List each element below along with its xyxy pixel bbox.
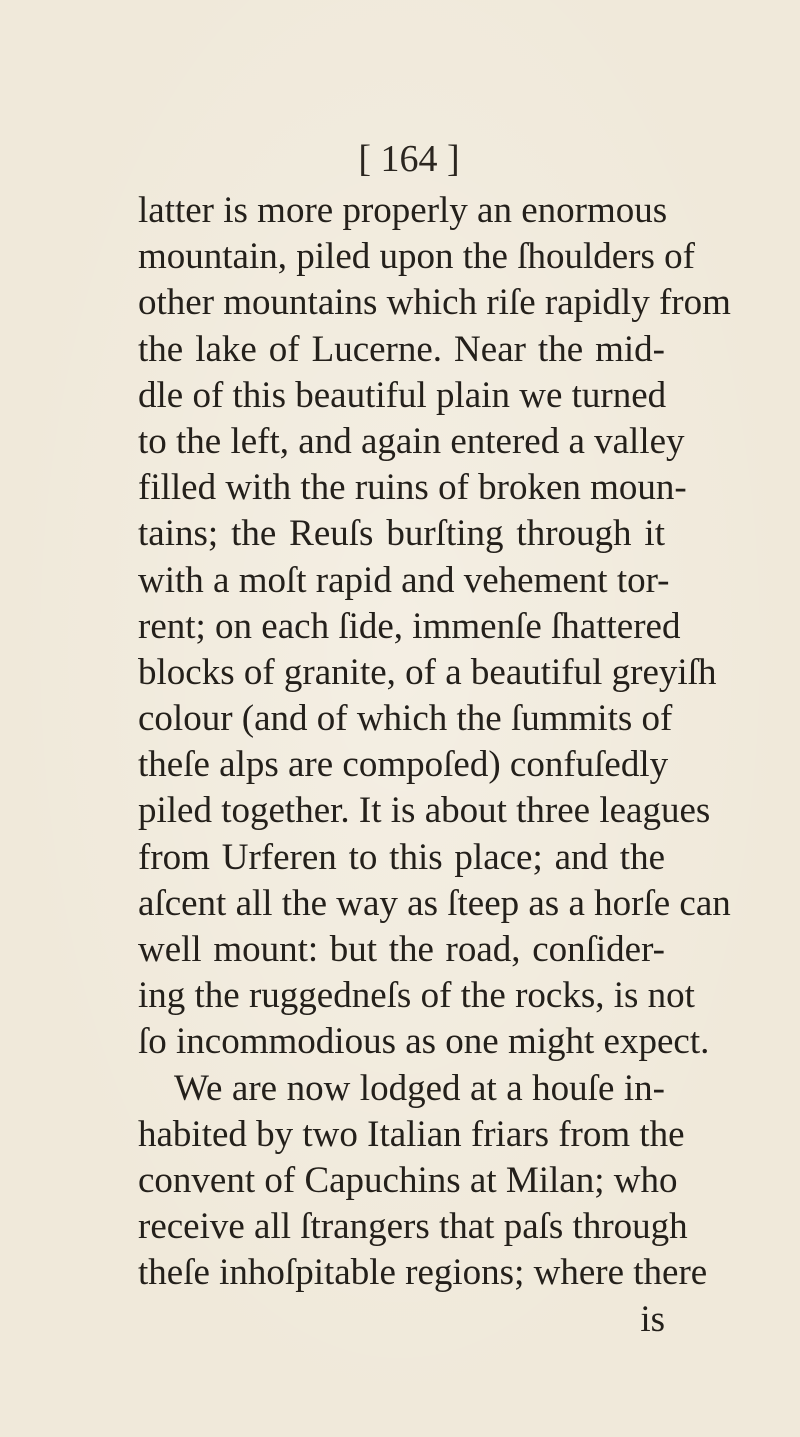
text-line: mountain, piled upon the ſhoulders of [138,236,695,278]
text-line: tains; the Reuſs burſting through it [138,513,665,555]
text-line: theſe alps are compoſed) confuſedly [138,744,669,786]
text-line: with a moſt rapid and vehement tor- [138,559,670,601]
text-line: to the left, and again entered a valley [138,420,685,462]
text-line: the lake of Lucerne. Near the mid- [138,328,665,370]
text-line: aſcent all the way as ſteep as a horſe can [138,882,731,924]
text-line: rent; on each ſide, immenſe ſhattered [138,605,681,647]
text-line: blocks of granite, of a beautiful greyiſh [138,651,717,693]
text-line: dle of this beautiful plain we turned [138,374,667,416]
text-line: convent of Capuchins at Milan; who [138,1159,678,1201]
text-line: well mount: but the road, conſider- [138,929,665,970]
text-line: ſo incommodious as one might expect. [138,1021,710,1063]
text-line: piled together. It is about three leagues [138,790,711,832]
text-line: theſe inhoſpitable regions; where there [138,1252,708,1294]
body-text [138,188,731,1343]
text-line: ing the ruggedneſs of the rocks, is not [138,975,695,1017]
text-line: filled with the ruins of broken moun- [138,467,687,509]
catchword: is [640,1298,665,1340]
text-line: We are now lodged at a houſe in- [174,1067,665,1109]
text-line: receive all ſtrangers that paſs through [138,1206,688,1248]
text-line: other mountains which riſe rapidly from [138,282,731,324]
text-line: latter is more properly an enormous [138,190,668,231]
text-line: habited by two Italian friars from the [138,1113,685,1155]
text-line: colour (and of which the ſummits of [138,698,673,740]
text-line: from Urferen to this place; and the [138,836,665,878]
page-number: [ 164 ] [358,138,460,180]
